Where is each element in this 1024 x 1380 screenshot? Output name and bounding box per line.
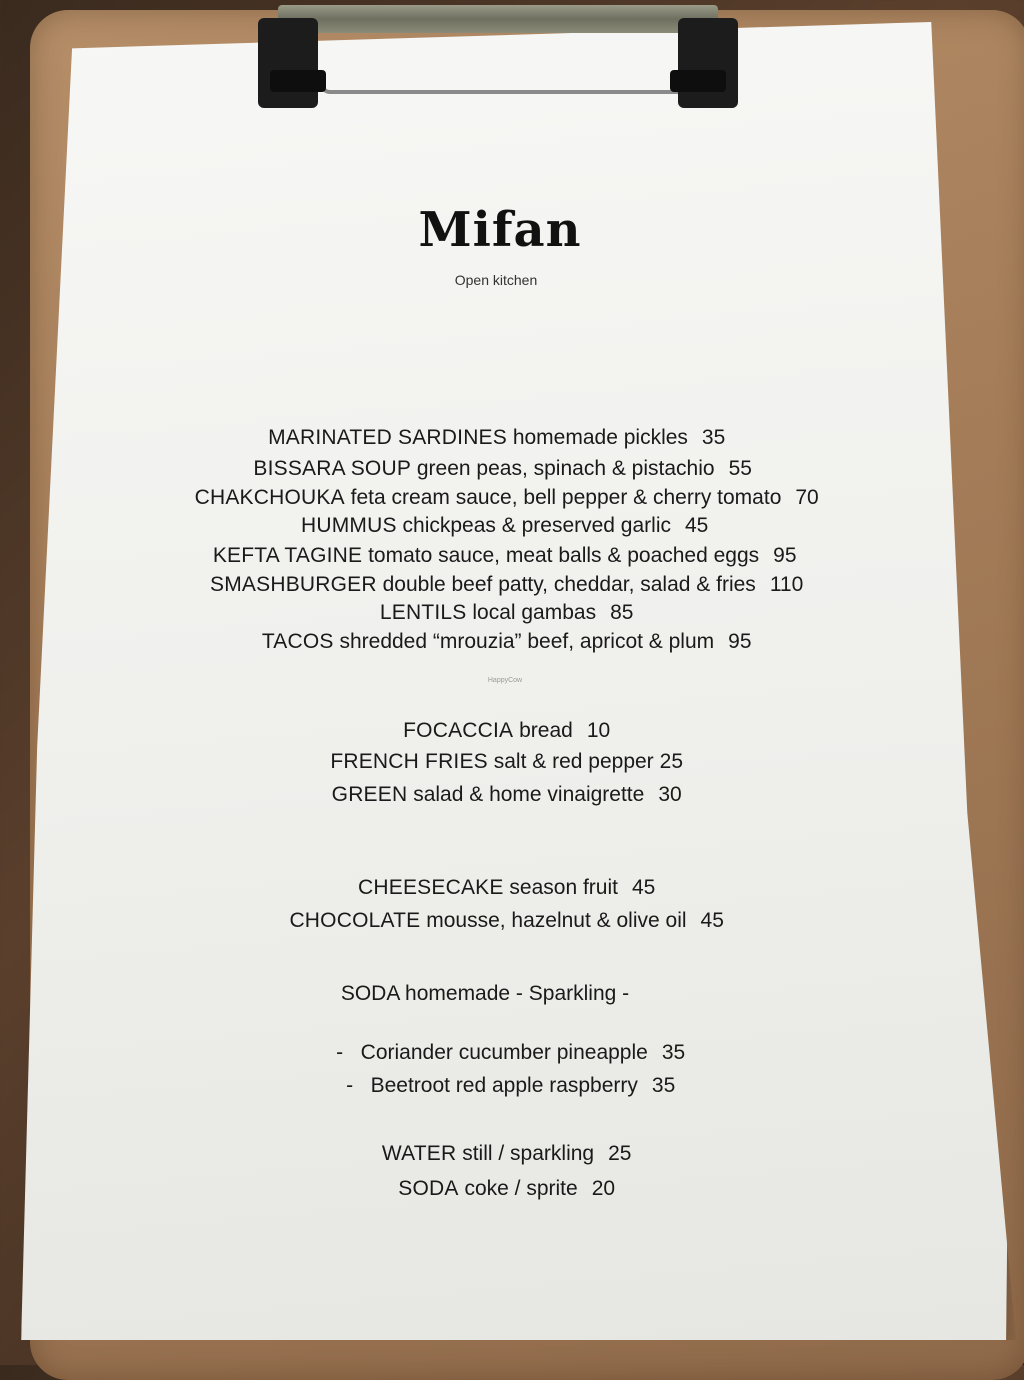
- menu-item: HUMMUS chickpeas & preserved garlic 45: [300, 514, 709, 537]
- menu-item: KEFTA TAGINE tomato sauce, meat balls & poached eggs 95: [212, 544, 797, 567]
- menu-item: - Coriander cucumber pineapple 35: [336, 1041, 686, 1064]
- menu-item: FOCACCIA bread 10: [403, 719, 611, 742]
- menu-item: SODA coke / sprite 20: [398, 1177, 616, 1200]
- menu-item: SMASHBURGER double beef patty, cheddar, salad & fries 110: [210, 573, 804, 596]
- menu-item: CHOCOLATE mousse, hazelnut & olive oil 45: [289, 909, 724, 932]
- menu-item: WATER still / sparkling 25: [381, 1142, 632, 1165]
- menu-item: CHAKCHOUKA feta cream sauce, bell pepper & cherry tomato 70: [194, 486, 819, 509]
- menu-item: LENTILS local gambas 85: [379, 601, 634, 624]
- menu-item: - Beetroot red apple raspberry 35: [346, 1074, 676, 1097]
- menu-item: GREEN salad & home vinaigrette 30: [331, 783, 682, 806]
- menu-item: TACOS shredded “mrouzia” beef, apricot & plum 95: [261, 630, 752, 653]
- soda-heading: SODA homemade - Sparkling -: [340, 982, 630, 1005]
- watermark-text: HappyCow: [487, 677, 523, 684]
- restaurant-tagline: Open kitchen: [454, 272, 538, 288]
- restaurant-logo: Mifan: [418, 202, 582, 258]
- menu-item: MARINATED SARDINES homemade pickles 35: [268, 426, 726, 449]
- menu-item: BISSARA SOUP green peas, spinach & pistachio 55: [253, 457, 752, 480]
- menu-item: FRENCH FRIES salt & red pepper 25: [330, 750, 684, 773]
- menu-item: CHEESECAKE season fruit 45: [358, 876, 656, 899]
